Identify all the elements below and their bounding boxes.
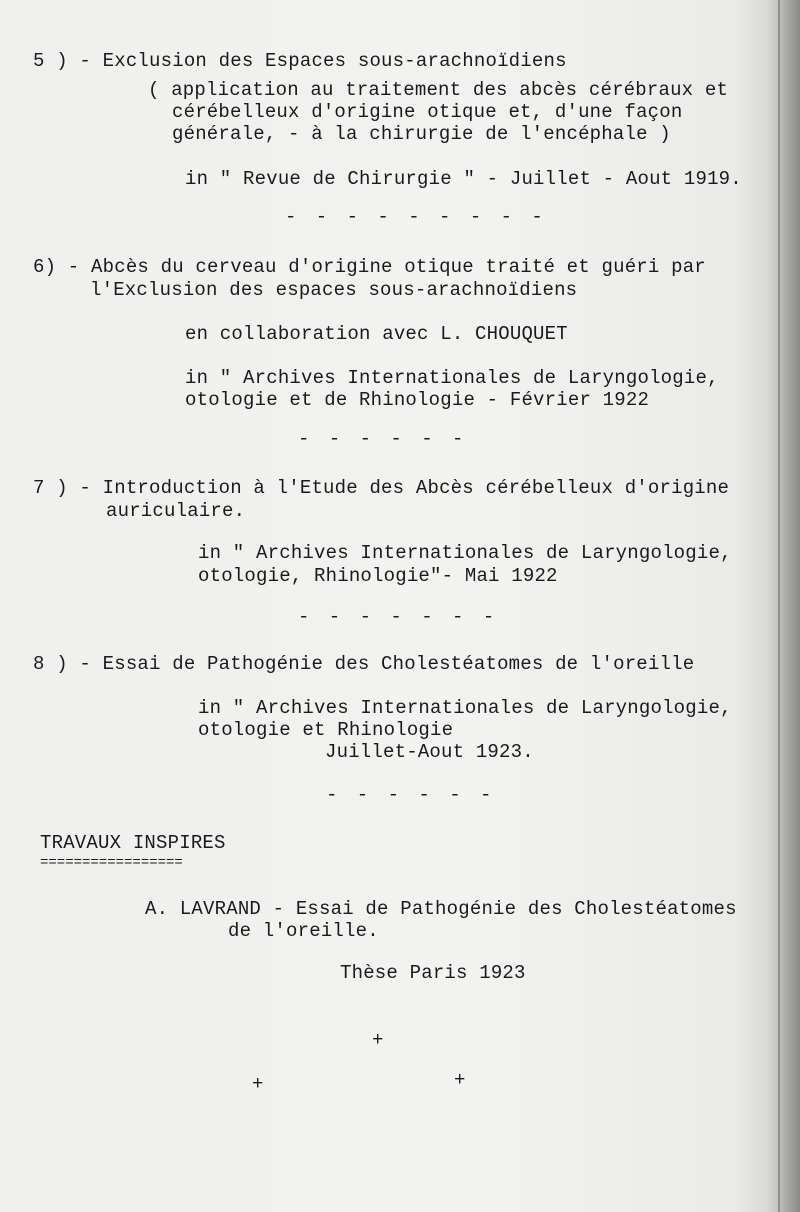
page-binding-edge (778, 0, 780, 1212)
section-heading-underline: ================= (40, 855, 183, 871)
entry-8-citation-line-1: in " Archives Internationales de Laryngologie, (198, 697, 732, 719)
entry-6-citation-line-2: otologie et de Rhinologie - Février 1922 (185, 389, 650, 411)
inspired-work-thesis: Thèse Paris 1923 (340, 962, 526, 984)
entry-8-citation-line-3: Juillet-Aout 1923. (325, 741, 534, 763)
entry-8-title: 8 ) - Essai de Pathogénie des Cholestéatomes de l'oreille (33, 653, 695, 675)
inspired-work-title-line-2: de l'oreille. (228, 920, 379, 942)
entry-7-title-line-2: auriculaire. (106, 500, 246, 522)
entry-6-title: 6) - Abcès du cerveau d'origine otique traité et guéri par (33, 256, 706, 278)
ornament-cross-right: + (454, 1069, 466, 1091)
entry-6-collaboration: en collaboration avec L. CHOUQUET (185, 323, 568, 345)
ornament-cross-top: + (372, 1029, 384, 1051)
entry-5-subtitle-line-3: générale, - à la chirurgie de l'encéphale ) (172, 123, 671, 145)
entry-6-title-line-2: l'Exclusion des espaces sous-arachnoïdiens (90, 279, 578, 301)
entry-7-citation-line-1: in " Archives Internationales de Laryngologie, (198, 542, 732, 564)
entry-5-subtitle-line-1: ( application au traitement des abcès cérébraux et (148, 79, 729, 101)
entry-8-separator: - - - - - - (326, 784, 496, 806)
entry-5-separator: - - - - - - - - - (285, 206, 547, 228)
entry-7-citation-line-2: otologie, Rhinologie"- Mai 1922 (198, 565, 558, 587)
entry-5-citation: in " Revue de Chirurgie " - Juillet - Aout 1919. (185, 168, 742, 190)
ornament-cross-left: + (252, 1073, 264, 1095)
entry-5-title: 5 ) - Exclusion des Espaces sous-arachnoïdiens (33, 50, 567, 72)
entry-8-citation-line-2: otologie et Rhinologie (198, 719, 454, 741)
entry-5-subtitle-line-2: cérébelleux d'origine otique et, d'une façon (172, 101, 683, 123)
entry-7-separator: - - - - - - - (298, 606, 499, 628)
entry-6-separator: - - - - - - (298, 428, 468, 450)
entry-7-title: 7 ) - Introduction à l'Etude des Abcès cérébelleux d'origine (33, 477, 730, 499)
entry-6-citation-line-1: in " Archives Internationales de Laryngologie, (185, 367, 719, 389)
page-edge-shadow (766, 0, 800, 1212)
section-heading: TRAVAUX INSPIRES (40, 832, 226, 854)
inspired-work-title: A. LAVRAND - Essai de Pathogénie des Cholestéatomes (145, 898, 737, 920)
